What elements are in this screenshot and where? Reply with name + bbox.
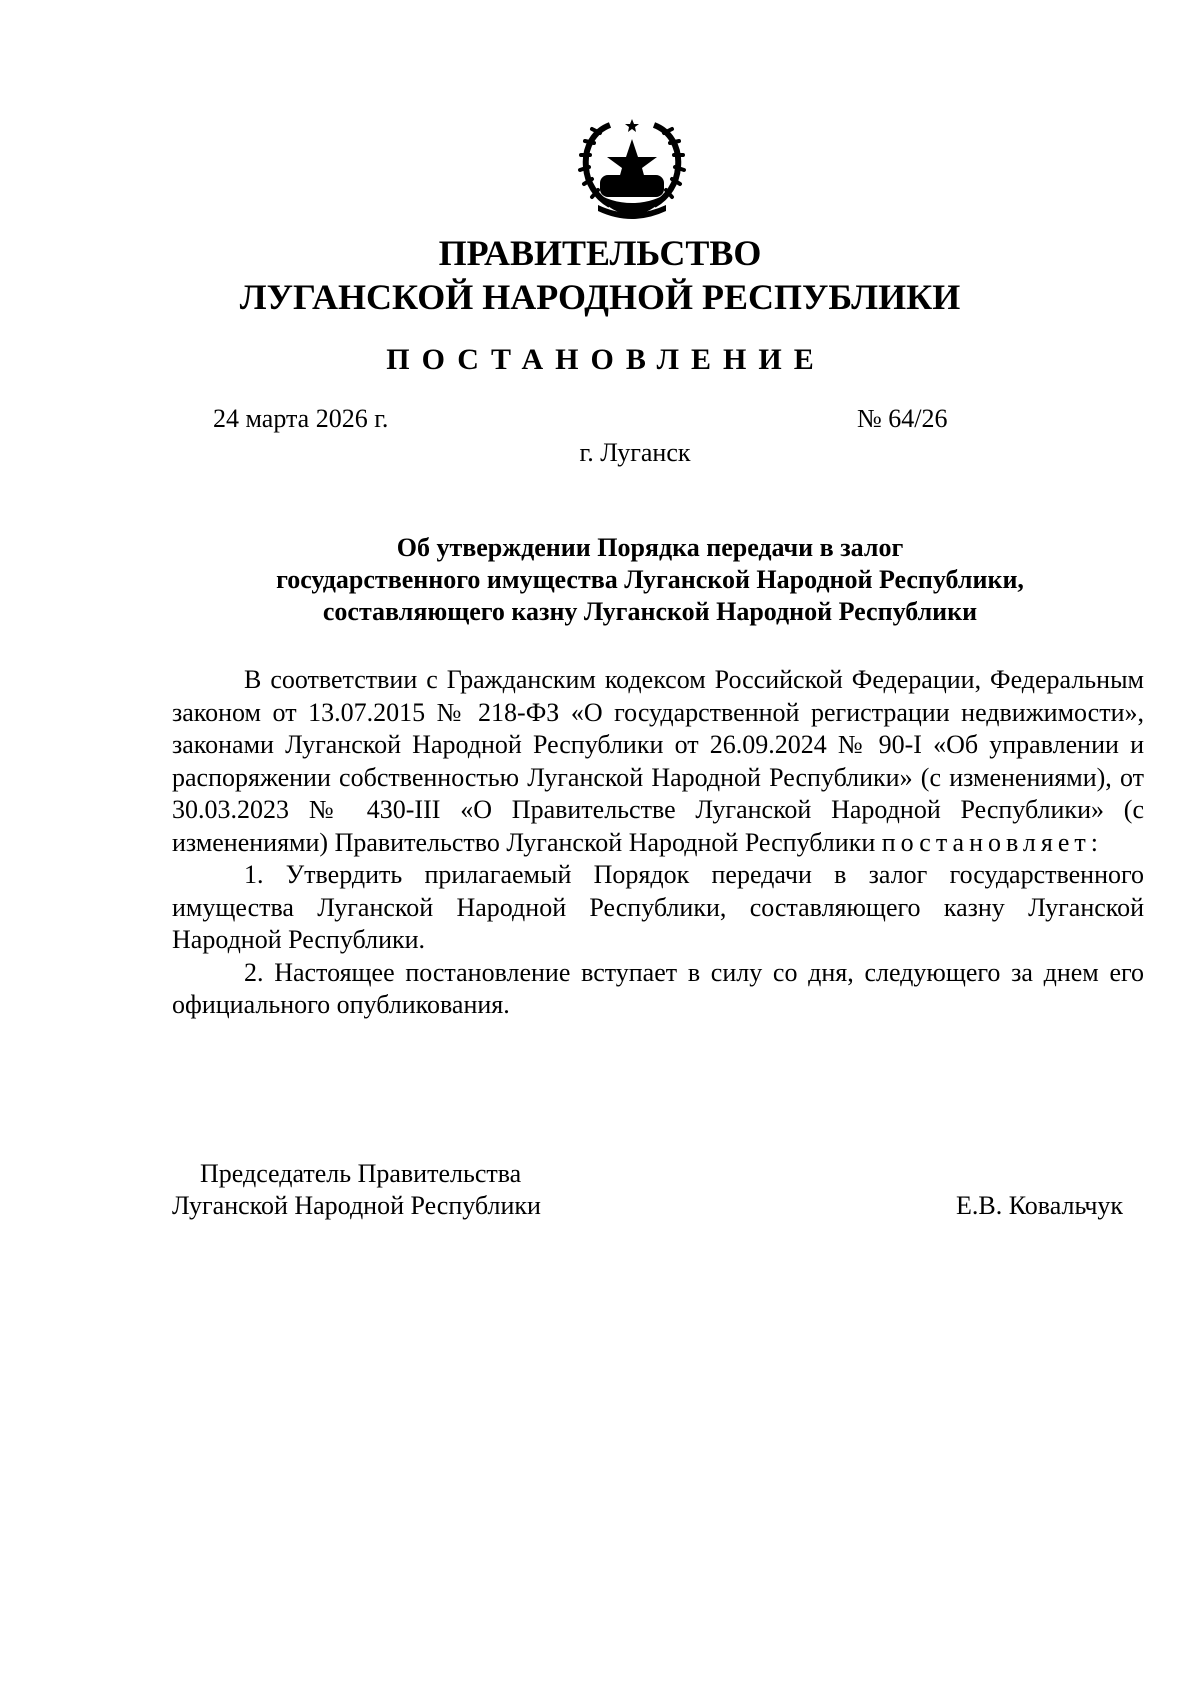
document-city: г. Луганск [579,438,691,467]
item-1-paragraph: 1. Утвердить прилагаемый Порядок передачи в залог государственного имущества Луганской Народной Республики, составляющего казну Луганской Народной Республики. [172,860,1144,954]
signatory-position-line2: Луганской Народной Республики [172,1191,541,1220]
document-body [172,664,1144,1022]
signatory-name: Е.В. Ковальчук [956,1191,1124,1220]
document-date: 24 марта 2026 г. [213,404,389,433]
subject-line-2: государственного имущества Луганской Народной Республики, [276,565,1024,594]
government-title-line1: ПРАВИТЕЛЬСТВО [438,233,762,273]
government-title-line2: ЛУГАНСКОЙ НАРОДНОЙ РЕСПУБЛИКИ [239,277,961,317]
decree-suffix: : [1090,827,1098,857]
preamble-paragraph [172,664,1144,859]
item-2-paragraph: 2. Настоящее постановление вступает в силу со дня, следующего за днем его официального опубликования. [172,957,1144,1019]
lpr-coat-of-arms-icon [570,117,694,221]
signatory-position-line1: Председатель Правительства [200,1159,522,1188]
subject-line-1: Об утверждении Порядка передачи в залог [396,533,904,562]
document-number: № 64/26 [857,404,948,433]
preamble-text: В соответствии с Гражданским кодексом Российской Федерации, Федеральным законом от 13.07.2015 № 218-ФЗ «О государственной регистрации недвижимости», законами Луганской Народной Республики от 26.09.2024 № 90-I «Об управлении и распоряжении собственностью Луганской Народной Республики» (с изменениями), от 30.03.2023 № 430-III «О Правительстве Луганской Народной Республики» (с изменениями) Правительство Луганской Народной Республики [172,665,1144,857]
document-subject [150,532,1150,628]
subject-line-3: составляющего казну Луганской Народной Республики [322,597,978,626]
document-type: ПОСТАНОВЛЕНИЕ [386,343,826,376]
decree-word: постановляет [881,827,1091,857]
signatory-position [172,1158,541,1222]
